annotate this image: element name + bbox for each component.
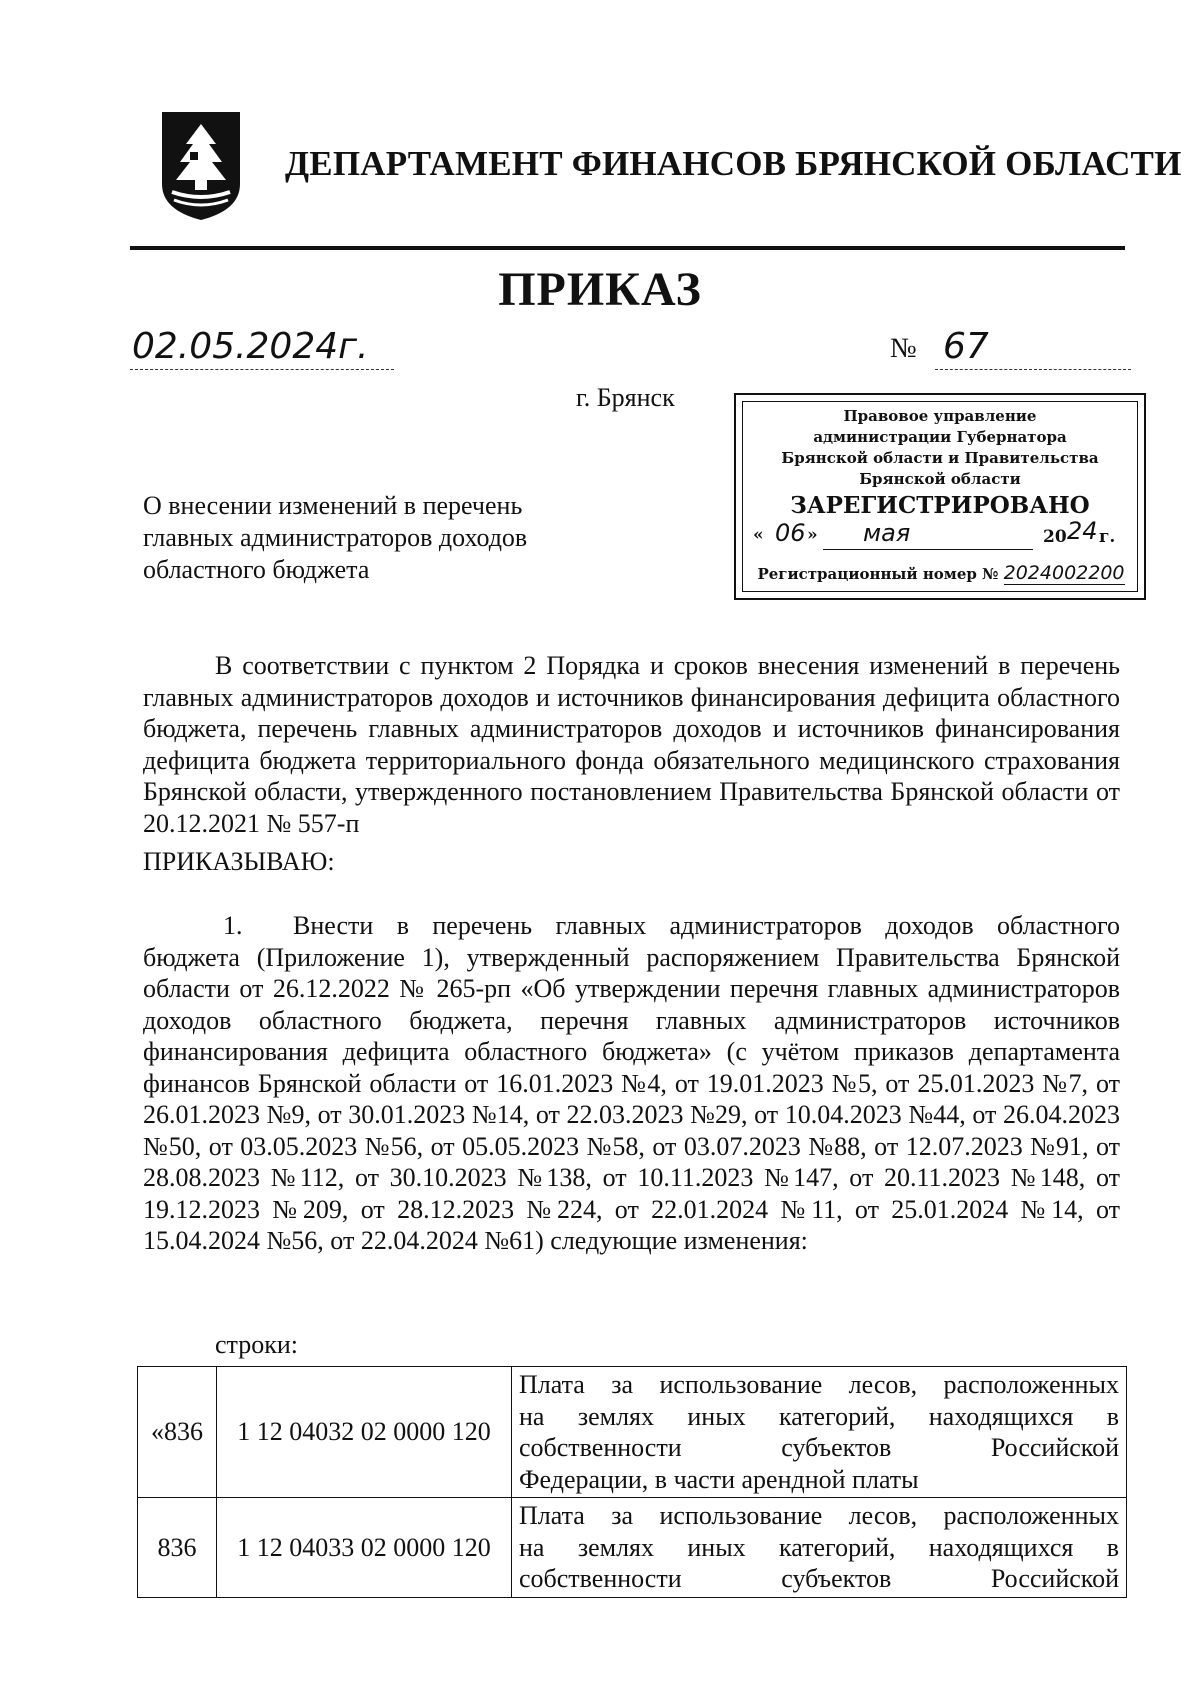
income-name-line: Федерации, в части арендной платы <box>519 1464 919 1494</box>
stamp-line: Брянской области и Правительства <box>781 449 1099 467</box>
stamp-date-underline <box>823 549 1033 550</box>
stamp-line: администрации Губернатора <box>813 428 1067 446</box>
income-name-line: Плата за использование лесов, расположенных <box>519 1370 1119 1399</box>
stamp-line: Брянской области <box>859 470 1021 488</box>
order-directive: ПРИКАЗЫВАЮ: <box>143 847 335 876</box>
stamp-reg-number: 2024002200 <box>1003 562 1125 584</box>
income-name-cell <box>512 1498 1127 1598</box>
income-name-line: Плата за использование лесов, расположенных <box>519 1501 1119 1530</box>
stamp-registration-row <box>751 562 1131 588</box>
stamp-date-day: 06 <box>775 519 806 547</box>
kbk-code-cell: 1 12 04032 02 0000 120 <box>217 1367 512 1498</box>
stamp-year-suffix: 24 <box>1067 517 1098 545</box>
order-subject <box>143 490 527 586</box>
item-1-text: Внести в перечень главных администраторов доходов областного бюджета (Приложение 1), утвержденный распоряжением Правительства Брянской области от 26.12.2022 № 265-рп «Об утверждении перечня главных администраторов доходов областного бюджета, перечня главных администраторов источников финансирования дефицита областного бюджета» (с учётом приказов департамента финансов Брянской области от 16.01.2023 №4, от 19.01.2023 №5, от 25.01.2023 №7, от 26.01.2023 №9, от 30.01.2023 №14, от 22.03.2023 №29, от 10.04.2023 №44, от 26.04.2023 №50, от 03.05.2023 №56, от 05.05.2023 №58, от 03.07.2023 №88, от 12.07.2023 №91, от 28.08.2023 №112, от 30.10.2023 №138, от 10.11.2023 №147, от 20.11.2023 №148, от 19.12.2023 №209, от 28.12.2023 №224, от 22.01.2024 №11, от 25.01.2024 №14, от 15.04.2024 №56, от 22.04.2024 №61) следующие изменения: <box>143 911 1120 1255</box>
subject-line: главных администраторов доходов <box>143 523 528 552</box>
stamp-date-month: мая <box>863 519 911 547</box>
header-divider <box>130 246 1125 250</box>
stamp-inner-frame <box>742 401 1138 592</box>
item-1-paragraph <box>143 910 1120 1257</box>
stamp-date-row <box>753 517 1123 553</box>
order-number-row <box>890 325 1130 369</box>
item-number: 1. <box>223 911 243 940</box>
kbk-code-cell: 1 12 04033 02 0000 120 <box>217 1498 512 1598</box>
income-name-cell <box>512 1367 1127 1498</box>
income-name-line: на землях иных категорий, находящихся в <box>519 1532 1119 1562</box>
stamp-year-g: г. <box>1099 527 1116 547</box>
income-name-line: собственности субъектов Российской <box>519 1564 1119 1593</box>
number-sign: № <box>890 333 917 364</box>
registration-stamp <box>734 393 1146 600</box>
bryansk-coat-of-arms-icon <box>160 110 242 222</box>
department-title: ДЕПАРТАМЕНТ ФИНАНСОВ БРЯНСКОЙ ОБЛАСТИ <box>285 144 1182 183</box>
income-administrators-table <box>137 1366 1127 1598</box>
stamp-registered: ЗАРЕГИСТРИРОВАНО <box>790 492 1090 519</box>
subject-line: областного бюджета <box>143 555 370 584</box>
stamp-reg-label: Регистрационный номер № <box>757 565 999 583</box>
stamp-line: Правовое управление <box>843 407 1037 425</box>
table-row <box>138 1367 1127 1498</box>
order-date-handwritten: 02.05.2024г. <box>130 325 394 370</box>
city-label: г. Брянск <box>576 383 675 412</box>
stamp-year-prefix: 20 <box>1043 527 1067 547</box>
rows-label: строки: <box>215 1330 298 1359</box>
income-name-line: собственности субъектов Российской <box>519 1433 1119 1462</box>
admin-code-cell: «836 <box>138 1367 217 1498</box>
document-title: ПРИКАЗ <box>498 263 702 316</box>
subject-line: О внесении изменений в перечень <box>143 491 523 520</box>
table-row <box>138 1498 1127 1598</box>
stamp-quote-open: « <box>753 525 764 545</box>
preamble-paragraph: В соответствии с пунктом 2 Порядка и сроков внесения изменений в перечень главных администраторов доходов и источников финансирования дефицита областного бюджета, перечень главных администраторов доходов и источников финансирования дефицита бюджета территориального фонда обязательного медицинского страхования Брянской области, утвержденного постановлением Правительства Брянской области от 20.12.2021 № 557-п <box>143 651 1120 838</box>
income-name-line: на землях иных категорий, находящихся в <box>519 1401 1119 1431</box>
order-number-handwritten: 67 <box>935 325 1131 370</box>
admin-code-cell: 836 <box>138 1498 217 1598</box>
stamp-quote-close: » <box>807 525 818 545</box>
